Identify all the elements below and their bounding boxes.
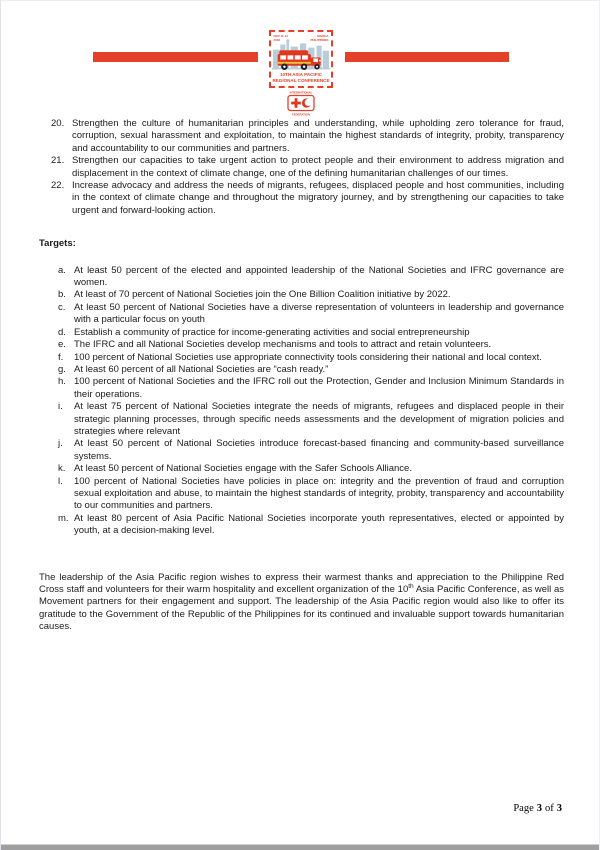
list-item-number: 22. xyxy=(51,180,65,192)
ifrc-bottom-label: FEDERATION xyxy=(292,112,310,117)
list-item-text: Strengthen our capacities to take urgent action to protect people and their environment to address migration and displacement in the context of climate change, one of the defining humanitarian challenges of our times. xyxy=(72,155,564,179)
numbered-list xyxy=(39,118,564,217)
list-item-letter: f. xyxy=(58,351,64,363)
ordinal-superscript: th xyxy=(408,582,414,590)
stamp-location-line2: PHILIPPINES xyxy=(310,37,329,42)
list-item-text: 100 percent of National Societies have policies in place on: integrity and the prevention of fraud and corruption sexual exploitation and abuse, to maintain the highest standards of integrity, probity, transparency and accountability to our communities and partners. xyxy=(74,475,564,512)
list-item-letter: e. xyxy=(58,339,66,351)
page-bottom-edge xyxy=(1,844,599,850)
list-item-letter: g. xyxy=(58,363,66,375)
stamp-location-line1: MANILA xyxy=(317,34,329,39)
list-item-text: At least 60 percent of all National Societies are “cash ready.” xyxy=(74,363,329,375)
list-item-letter: i. xyxy=(58,401,63,413)
list-item-letter: a. xyxy=(58,264,66,276)
list-item xyxy=(39,376,564,401)
list-item-text: At least 50 percent of National Societies have a diverse representation of volunteers in leadership and governance with a particular focus on youth xyxy=(74,301,564,326)
footer-page-total: 3 xyxy=(556,803,562,814)
footer-word-of: of xyxy=(545,803,554,814)
closing-paragraph-part1: The leadership of the Asia Pacific region wishes to express their warmest thanks and appreciation to the Philippine Red Cross staff and volunteers for their warm hospitality and excellent organization of the 10 xyxy=(39,571,564,595)
ifrc-top-label: INTERNATIONAL xyxy=(289,90,313,95)
list-item-number: 21. xyxy=(51,155,65,167)
list-item xyxy=(39,476,564,513)
footer-word-page: Page xyxy=(513,803,534,814)
list-item-letter: j. xyxy=(58,438,63,450)
list-item-text: Establish a community of practice for income-generating activities and social entrepreneurship xyxy=(74,326,470,338)
list-item-letter: d. xyxy=(58,326,66,338)
stamp-date-line1: NOV 11-14 xyxy=(273,34,288,39)
list-item xyxy=(39,289,564,301)
list-item-text: At least 50 percent of National Societies engage with the Safer Schools Alliance. xyxy=(74,463,412,475)
list-item-letter: h. xyxy=(58,376,66,388)
list-item xyxy=(39,513,564,538)
list-item xyxy=(39,401,564,438)
page-footer xyxy=(513,803,562,814)
stamp-title-line2: REGIONAL CONFERENCE xyxy=(272,77,330,83)
list-item xyxy=(39,265,564,290)
list-item xyxy=(39,463,564,475)
list-item xyxy=(39,155,564,180)
closing-paragraph xyxy=(39,572,564,634)
list-item-letter: k. xyxy=(58,463,66,475)
closing-paragraph-part2: Asia Pacific Conference, as well as Movement partners for their engagement and support. The leadership of the Asia Pacific region would also like to offer its gratitude to the Government of the Republic of the Philippines for its continued and invaluable support towards humanitarian causes. xyxy=(39,584,564,633)
list-item xyxy=(39,180,564,217)
list-item xyxy=(39,327,564,339)
list-item-text: Increase advocacy and address the needs of migrants, refugees, displaced people and host communities, including in the context of climate change and throughout the migratory journey, and by strengthening our capacities to take urgent and forward-looking action. xyxy=(72,180,564,216)
list-item-letter: b. xyxy=(58,289,66,301)
footer-page-number: 3 xyxy=(536,803,542,814)
list-item xyxy=(39,118,564,155)
list-item-letter: c. xyxy=(58,301,66,313)
list-item xyxy=(39,339,564,351)
document-body xyxy=(39,1,564,634)
stamp-date-line2: 2018 xyxy=(273,37,280,42)
list-item-text: The IFRC and all National Societies develop mechanisms and tools to attract and retain volunteers. xyxy=(74,339,492,351)
list-item-text: 100 percent of National Societies and the IFRC roll out the Protection, Gender and Inclusion Minimum Standards in their operations. xyxy=(74,376,564,400)
targets-heading: Targets: xyxy=(39,238,76,250)
targets-list xyxy=(39,265,564,538)
list-item-text: At least of 70 percent of National Societies join the One Billion Coalition initiative by 2022. xyxy=(74,289,451,301)
list-item xyxy=(39,438,564,463)
list-item-letter: l. xyxy=(58,475,63,487)
list-item-text: 100 percent of National Societies use appropriate connectivity tools considering their national and local context. xyxy=(74,351,542,363)
list-item xyxy=(39,302,564,327)
list-item-text: At least 50 percent of the elected and appointed leadership of the National Societies and IFRC governance are women. xyxy=(74,264,564,289)
stamp-title-line1: 10TH ASIA PACIFIC xyxy=(279,72,323,78)
list-item-text: At least 75 percent of National Societies integrate the needs of migrants, refugees and displaced people in their strategic planning processes, through specific needs assessments and the development of migration policies and strategies where relevant xyxy=(74,401,564,437)
list-item-text: At least 50 percent of National Societies introduce forecast-based financing and community-based surveillance systems. xyxy=(74,438,564,462)
list-item xyxy=(39,352,564,364)
list-item-number: 20. xyxy=(51,118,65,129)
list-item-letter: m. xyxy=(58,512,69,524)
list-item-text: Strengthen the culture of humanitarian principles and understanding, while upholding zero tolerance for fraud, corruption, sexual harassment and exploitation, to maintain the highest standards of integrity, probity, transparency and accountability to our communities and partners. xyxy=(72,118,564,154)
list-item xyxy=(39,364,564,376)
list-item-text: At least 80 percent of Asia Pacific National Societies incorporate youth representatives, elected or appointed by youth, at a decision-making level. xyxy=(74,512,564,537)
